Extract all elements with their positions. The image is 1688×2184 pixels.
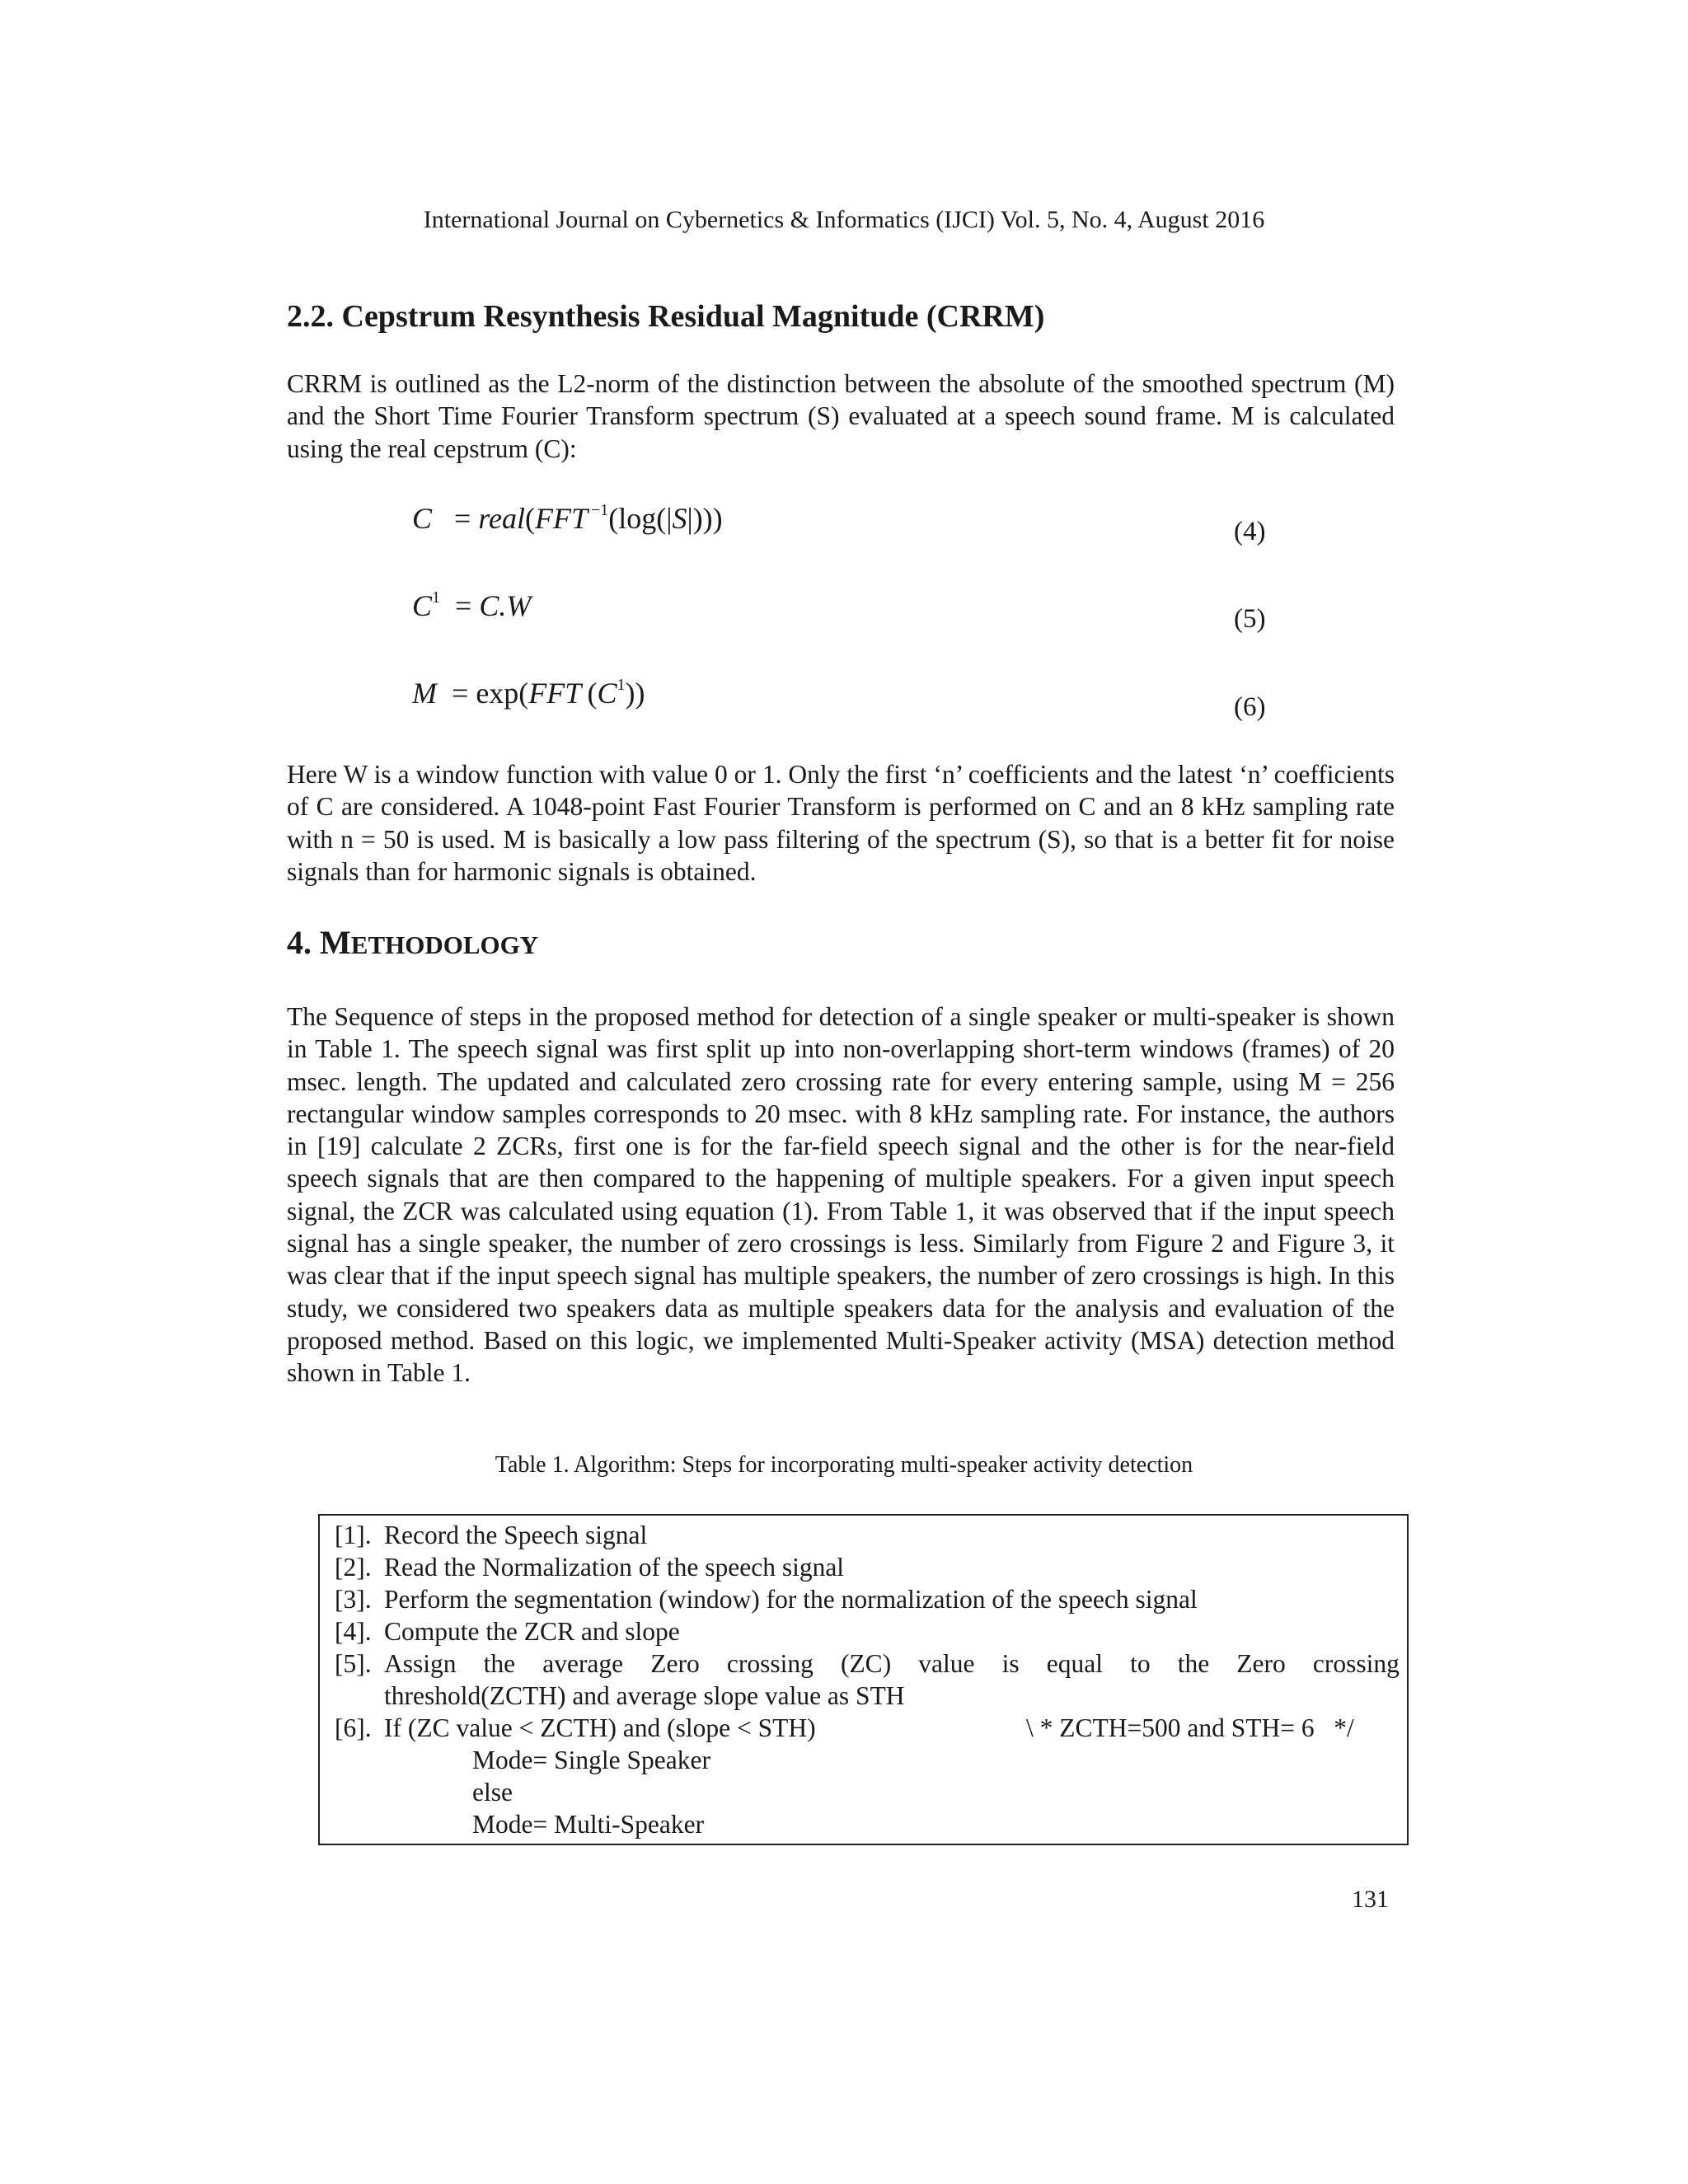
step-word: Assign: [384, 1649, 457, 1678]
algorithm-box: [318, 1514, 1409, 1845]
step-number: [6].: [335, 1713, 372, 1742]
step-word: the: [483, 1649, 516, 1678]
step-word: crossing: [726, 1649, 814, 1678]
step-text: Compute the ZCR and slope: [384, 1617, 680, 1646]
step-word: average: [542, 1649, 624, 1678]
equation-4-number: (4): [1234, 517, 1266, 546]
section-2-2-title: 2.2. Cepstrum Resynthesis Residual Magnitude (CRRM): [287, 299, 1045, 334]
table-1-caption: Table 1. Algorithm: Steps for incorporating multi-speaker activity detection: [495, 1452, 1193, 1478]
page-number: 131: [1352, 1886, 1389, 1913]
step-word: the: [1177, 1649, 1210, 1678]
step-word: Zero: [650, 1649, 700, 1678]
step-number: [1].: [335, 1521, 372, 1549]
section-4-title-initial: M: [320, 924, 351, 961]
algorithm-step-5: [335, 1649, 1400, 1679]
algorithm-branch-multi: Mode= Multi-Speaker: [472, 1810, 705, 1839]
step-number: [3].: [335, 1585, 372, 1614]
algorithm-step-6-comment: \ * ZCTH=500 and STH= 6 */: [1026, 1713, 1354, 1742]
step-word: (ZC): [840, 1649, 892, 1678]
equation-5: $C^1 = C.W$: [412, 588, 532, 622]
methodology-text: The Sequence of steps in the proposed method for detection of a single speaker or multi-speaker is shown in Table 1. The speech signal was first split up into non-overlapping short-term windows (frames) of 20 msec. length. The updated and calculated zero crossing rate for every entering sample, using M = 256 rectangular window samples corresponds to 20 msec. with 8 kHz sampling rate. For instance, the authors in [19] calculate 2 ZCRs, first one is for the far-field speech signal and the other is for the near-field speech signals that are then compared to the happening of multiple speakers. For a given input speech signal, the ZCR was calculated using equation (1). From Table 1, it was observed that if the input speech signal has a single speaker, the number of zero crossings is less. Similarly from Figure 2 and Figure 3, it was clear that if the input speech signal has multiple speakers, the number of zero crossings is high. In this study, we considered two speakers data as multiple speakers data for the analysis and evaluation of the proposed method. Based on this logic, we implemented Multi-Speaker activity (MSA) detection method shown in Table 1.: [287, 1002, 1395, 1388]
crrm-explanation-paragraph: [287, 758, 1395, 888]
step-text: Perform the segmentation (window) for the normalization of the speech signal: [384, 1585, 1198, 1614]
algorithm-step-2: [335, 1553, 844, 1582]
step-5-first-line: [384, 1649, 1400, 1679]
step-word: value: [918, 1649, 975, 1678]
step-word: crossing: [1312, 1649, 1400, 1678]
crrm-intro-paragraph: [287, 368, 1395, 465]
crrm-intro-text: CRRM is outlined as the L2-norm of the distinction between the absolute of the smoothed spectrum (M) and the Short Time Fourier Transform spectrum (S) evaluated at a speech sound frame. M is calculated using the real cepstrum (C):: [287, 369, 1395, 463]
algorithm-branch-else: else: [472, 1778, 513, 1807]
step-number: [4].: [335, 1617, 372, 1646]
step-number: [2].: [335, 1553, 372, 1582]
equation-5-number: (5): [1234, 604, 1266, 634]
step-word: to: [1130, 1649, 1151, 1678]
step-word: Zero: [1236, 1649, 1286, 1678]
crrm-explanation-text: Here W is a window function with value 0 or 1. Only the first ‘n’ coefficients and the latest ‘n’ coefficients of C are considered. A 1048-point Fast Fourier Transform is performed on C and an 8 kHz sampling rate with n = 50 is used. M is basically a low pass filtering of the spectrum (S), so that is a better fit for noise signals than for harmonic signals is obtained.: [287, 760, 1395, 886]
step-text: Record the Speech signal: [384, 1521, 648, 1549]
journal-header: International Journal on Cybernetics & Informatics (IJCI) Vol. 5, No. 4, August 2016: [423, 206, 1265, 233]
equation-6-number: (6): [1234, 692, 1266, 722]
step-word: is: [1001, 1649, 1020, 1678]
step-word: equal: [1046, 1649, 1103, 1678]
equation-4: C = real(FFT $^{-1}$(log(|S|))): [412, 501, 723, 535]
step-text: If (ZC value < ZCTH) and (slope < STH): [384, 1713, 816, 1742]
step-number: [5].: [335, 1649, 372, 1678]
algorithm-branch-single: Mode= Single Speaker: [472, 1746, 710, 1774]
section-4-number: 4.: [287, 924, 312, 961]
step-text: Read the Normalization of the speech signal: [384, 1553, 845, 1582]
algorithm-step-5-continuation: threshold(ZCTH) and average slope value as STH: [384, 1681, 905, 1710]
equation-6: M = exp(FFT $(C^1)$): [412, 676, 645, 710]
algorithm-step-6: [335, 1713, 816, 1743]
algorithm-step-3: [335, 1585, 1198, 1615]
algorithm-step-1: [335, 1521, 647, 1550]
section-4-title: [287, 923, 538, 962]
section-4-title-rest: ETHODOLOGY: [350, 930, 539, 959]
methodology-paragraph: [287, 1001, 1395, 1390]
algorithm-step-4: [335, 1617, 680, 1647]
